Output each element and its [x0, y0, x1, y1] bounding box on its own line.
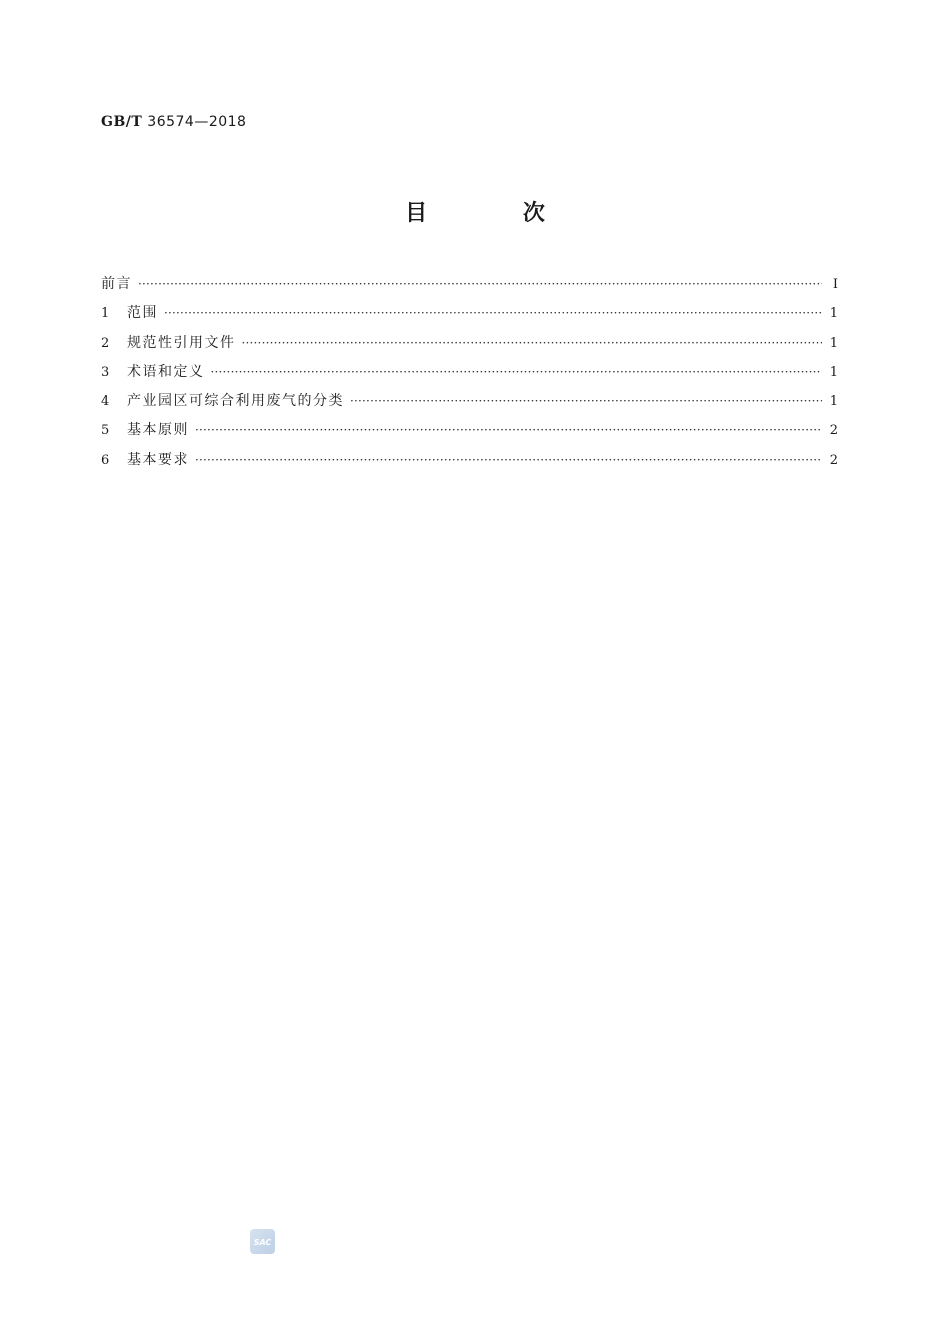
toc-entry-foreword[interactable] — [101, 273, 838, 302]
toc-entry-number: 3 — [101, 364, 110, 380]
sac-logo-text: SAC — [253, 1238, 272, 1247]
standard-code-number: 36574—2018 — [147, 114, 247, 130]
sac-logo-icon — [250, 1229, 275, 1254]
toc-entry-3[interactable] — [101, 361, 838, 390]
toc-leader-dots — [195, 419, 822, 441]
toc-entry-6[interactable] — [101, 449, 838, 478]
toc-leader-dots — [242, 332, 823, 354]
toc-leader-dots — [138, 273, 822, 295]
toc-entry-2[interactable] — [101, 332, 838, 361]
toc-entry-number: 1 — [101, 306, 110, 322]
toc-entry-label: 产业园区可综合利用废气的分类 — [127, 393, 344, 410]
toc-leader-dots — [350, 390, 822, 412]
toc-entry-4[interactable] — [101, 390, 838, 419]
toc-entry-page: 2 — [829, 423, 838, 439]
toc-entry-number: 6 — [101, 452, 110, 468]
toc-leader-dots — [164, 302, 822, 324]
standard-code-prefix: GB/T — [101, 114, 143, 130]
toc-entry-label: 基本要求 — [127, 451, 189, 468]
toc-list — [101, 273, 838, 478]
toc-entry-label: 范围 — [127, 305, 158, 322]
toc-leader-dots — [195, 449, 822, 471]
toc-entry-label: 术语和定义 — [127, 363, 205, 380]
toc-entry-5[interactable] — [101, 419, 838, 448]
toc-entry-page: 1 — [829, 364, 838, 380]
toc-entry-number: 2 — [101, 335, 110, 351]
standard-code — [101, 114, 246, 130]
toc-entry-page: 1 — [829, 394, 838, 410]
toc-entry-page: 1 — [829, 306, 838, 322]
toc-entry-page: 1 — [829, 335, 838, 351]
toc-entry-page: Ⅰ — [832, 277, 838, 292]
toc-entry-number: 5 — [101, 423, 110, 439]
toc-entry-label: 前言 — [101, 276, 132, 292]
toc-entry-label: 基本原则 — [127, 422, 189, 439]
toc-entry-number: 4 — [101, 394, 110, 410]
toc-title: 目 次 — [405, 201, 589, 226]
toc-entry-label: 规范性引用文件 — [127, 334, 236, 351]
toc-entry-1[interactable] — [101, 302, 838, 331]
toc-leader-dots — [211, 361, 823, 383]
toc-entry-page: 2 — [829, 452, 838, 468]
sac-logo-glyph — [250, 1229, 275, 1254]
